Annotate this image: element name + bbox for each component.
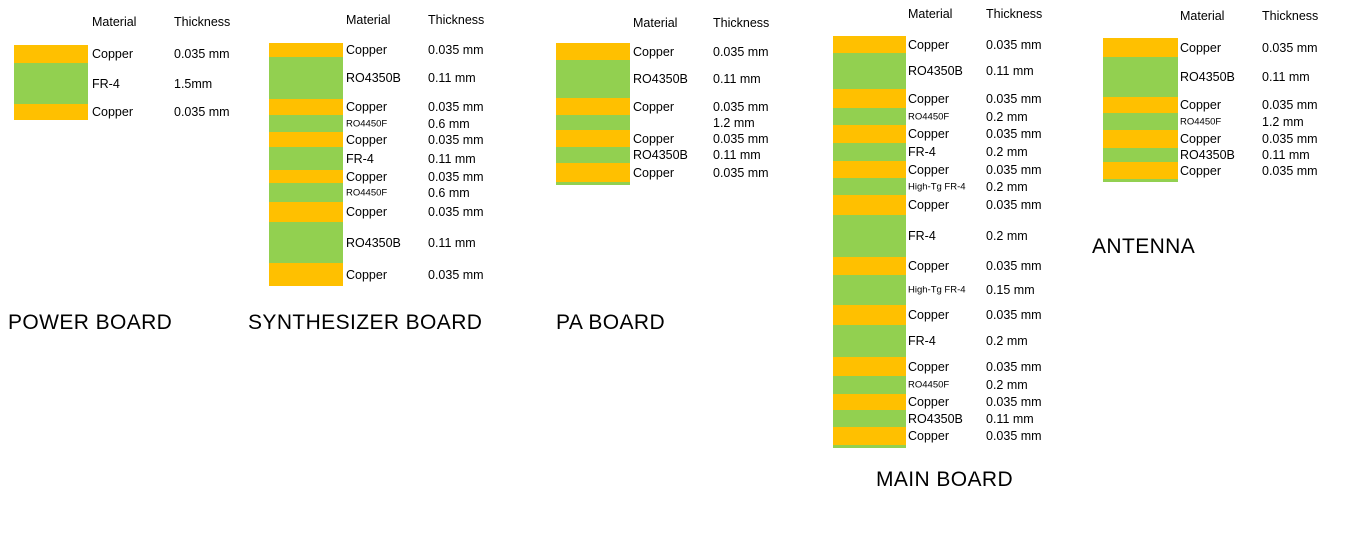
- thickness-label: 0.035 mm: [1262, 163, 1318, 178]
- material-column-header: Material: [92, 15, 137, 29]
- thickness-label: 0.035 mm: [986, 359, 1042, 374]
- thickness-label: 0.035 mm: [986, 307, 1042, 322]
- thickness-label: 0.11 mm: [428, 151, 476, 166]
- layer-copper: [833, 125, 906, 143]
- layer-dielectric: [269, 57, 343, 99]
- material-label: RO4350B: [908, 411, 963, 426]
- layer-copper: [1103, 130, 1178, 148]
- thickness-label: 0.035 mm: [428, 267, 484, 282]
- material-label: RO4450F: [908, 379, 950, 391]
- thickness-label: 0.11 mm: [1262, 147, 1310, 162]
- thickness-label: 0.035 mm: [174, 104, 230, 119]
- thickness-label: 0.2 mm: [986, 179, 1028, 194]
- material-column-header: Material: [633, 16, 678, 30]
- thickness-label: 0.035 mm: [713, 44, 769, 59]
- material-label: Copper: [346, 204, 387, 219]
- layer-copper: [833, 36, 906, 53]
- thickness-label: 0.11 mm: [713, 71, 761, 86]
- layer-copper: [833, 257, 906, 275]
- material-label: Copper: [908, 258, 949, 273]
- material-label: High-Tg FR-4: [908, 284, 966, 296]
- thickness-column-header: Thickness: [174, 15, 231, 29]
- thickness-label: 0.11 mm: [986, 63, 1034, 78]
- board-title: MAIN BOARD: [876, 468, 1014, 491]
- material-label: Copper: [908, 91, 949, 106]
- layer-copper: [833, 305, 906, 325]
- layer-copper: [833, 161, 906, 178]
- layer-dielectric: [833, 376, 906, 394]
- thickness-label: 0.2 mm: [986, 333, 1028, 348]
- material-label: Copper: [346, 267, 387, 282]
- board-title: PA BOARD: [556, 311, 666, 334]
- thickness-label: 1.2 mm: [1262, 114, 1304, 129]
- layer-dielectric: [269, 222, 343, 263]
- material-label: Copper: [633, 44, 674, 59]
- thickness-label: 0.035 mm: [428, 42, 484, 57]
- layer-dielectric: [833, 143, 906, 161]
- thickness-label: 0.035 mm: [986, 258, 1042, 273]
- layer-copper: [833, 357, 906, 376]
- layer-dielectric: [833, 445, 906, 448]
- thickness-label: 0.2 mm: [986, 228, 1028, 243]
- thickness-label: 0.035 mm: [174, 46, 230, 61]
- layer-dielectric: [833, 53, 906, 89]
- layer-copper: [269, 43, 343, 57]
- thickness-label: 0.035 mm: [428, 99, 484, 114]
- thickness-label: 0.035 mm: [986, 91, 1042, 106]
- thickness-label: 0.11 mm: [713, 147, 761, 162]
- thickness-column-header: Thickness: [713, 16, 770, 30]
- layer-dielectric: [556, 182, 630, 185]
- layer-copper: [269, 202, 343, 222]
- material-label: Copper: [908, 307, 949, 322]
- material-label: FR-4: [92, 76, 120, 91]
- layer-dielectric: [269, 183, 343, 202]
- material-label: RO4350B: [633, 71, 688, 86]
- material-label: FR-4: [346, 151, 374, 166]
- board-title: POWER BOARD: [8, 311, 173, 334]
- material-label: Copper: [346, 42, 387, 57]
- thickness-label: 0.035 mm: [986, 126, 1042, 141]
- layer-copper: [269, 170, 343, 183]
- material-label: FR-4: [908, 144, 936, 159]
- material-column-header: Material: [908, 7, 953, 21]
- thickness-label: 0.15 mm: [986, 282, 1035, 297]
- thickness-label: 0.035 mm: [713, 99, 769, 114]
- layer-copper: [556, 43, 630, 60]
- thickness-column-header: Thickness: [1262, 9, 1319, 23]
- thickness-label: 0.035 mm: [1262, 97, 1318, 112]
- material-label: Copper: [92, 104, 133, 119]
- material-label: RO4450F: [346, 117, 388, 129]
- layer-copper: [833, 195, 906, 215]
- material-label: Copper: [908, 197, 949, 212]
- material-label: RO4450F: [1180, 115, 1222, 127]
- thickness-label: 0.11 mm: [428, 235, 476, 250]
- material-label: Copper: [908, 37, 949, 52]
- material-label: Copper: [1180, 97, 1221, 112]
- thickness-column-header: Thickness: [986, 7, 1043, 21]
- layer-dielectric: [14, 63, 88, 104]
- layer-dielectric: [1103, 179, 1178, 182]
- layer-dielectric: [833, 275, 906, 305]
- layer-dielectric: [1103, 57, 1178, 97]
- thickness-label: 0.035 mm: [986, 162, 1042, 177]
- material-label: RO4350B: [346, 70, 401, 85]
- material-label: Copper: [346, 169, 387, 184]
- material-label: Copper: [908, 359, 949, 374]
- layer-dielectric: [269, 115, 343, 132]
- material-label: RO4350B: [346, 235, 401, 250]
- thickness-label: 0.035 mm: [986, 394, 1042, 409]
- layer-copper: [833, 427, 906, 445]
- thickness-label: 0.035 mm: [713, 131, 769, 146]
- material-column-header: Material: [346, 13, 391, 27]
- layer-copper: [556, 163, 630, 182]
- material-column-header: Material: [1180, 9, 1225, 23]
- thickness-label: 1.5mm: [174, 76, 213, 91]
- material-label: RO4350B: [1180, 69, 1235, 84]
- material-label: High-Tg FR-4: [908, 180, 966, 192]
- layer-copper: [14, 45, 88, 63]
- thickness-label: 0.11 mm: [428, 70, 476, 85]
- layer-copper: [1103, 97, 1178, 113]
- layer-dielectric: [556, 60, 630, 98]
- material-label: RO4350B: [1180, 147, 1235, 162]
- board-title: SYNTHESIZER BOARD: [248, 311, 483, 334]
- layer-copper: [269, 263, 343, 286]
- material-label: Copper: [1180, 163, 1221, 178]
- layer-dielectric: [833, 108, 906, 125]
- thickness-label: 0.2 mm: [986, 109, 1028, 124]
- material-label: Copper: [908, 394, 949, 409]
- thickness-label: 0.11 mm: [1262, 69, 1310, 84]
- material-label: FR-4: [908, 228, 936, 243]
- material-label: Copper: [346, 99, 387, 114]
- material-label: Copper: [1180, 131, 1221, 146]
- layer-dielectric: [556, 115, 630, 130]
- thickness-label: 0.2 mm: [986, 377, 1028, 392]
- thickness-label: 0.035 mm: [986, 197, 1042, 212]
- material-label: FR-4: [908, 333, 936, 348]
- thickness-label: 0.035 mm: [986, 428, 1042, 443]
- material-label: RO4350B: [633, 147, 688, 162]
- material-label: Copper: [633, 165, 674, 180]
- material-label: Copper: [346, 132, 387, 147]
- thickness-label: 0.035 mm: [986, 37, 1042, 52]
- material-label: RO4350B: [908, 63, 963, 78]
- layer-dielectric: [556, 147, 630, 163]
- layer-dielectric: [1103, 113, 1178, 130]
- layer-dielectric: [833, 410, 906, 427]
- layer-copper: [269, 99, 343, 115]
- thickness-label: 1.2 mm: [713, 115, 755, 130]
- thickness-label: 0.6 mm: [428, 185, 470, 200]
- board-title: ANTENNA: [1092, 235, 1196, 258]
- layer-dielectric: [833, 325, 906, 357]
- material-label: Copper: [908, 126, 949, 141]
- layer-dielectric: [833, 215, 906, 257]
- material-label: RO4450F: [908, 110, 950, 122]
- layer-copper: [833, 89, 906, 108]
- thickness-label: 0.11 mm: [986, 411, 1034, 426]
- material-label: Copper: [908, 428, 949, 443]
- layer-copper: [556, 98, 630, 115]
- layer-copper: [1103, 38, 1178, 57]
- layer-copper: [269, 132, 343, 147]
- material-label: Copper: [633, 131, 674, 146]
- layer-copper: [833, 394, 906, 410]
- thickness-label: 0.035 mm: [428, 169, 484, 184]
- thickness-label: 0.035 mm: [1262, 40, 1318, 55]
- material-label: Copper: [92, 46, 133, 61]
- layer-copper: [1103, 162, 1178, 179]
- thickness-label: 0.035 mm: [428, 132, 484, 147]
- thickness-column-header: Thickness: [428, 13, 485, 27]
- thickness-label: 0.6 mm: [428, 116, 470, 131]
- layer-dielectric: [833, 178, 906, 195]
- thickness-label: 0.2 mm: [986, 144, 1028, 159]
- layer-copper: [14, 104, 88, 120]
- thickness-label: 0.035 mm: [1262, 131, 1318, 146]
- thickness-label: 0.035 mm: [713, 165, 769, 180]
- material-label: Copper: [633, 99, 674, 114]
- layer-dielectric: [1103, 148, 1178, 162]
- thickness-label: 0.035 mm: [428, 204, 484, 219]
- material-label: Copper: [908, 162, 949, 177]
- layer-copper: [556, 130, 630, 147]
- material-label: RO4450F: [346, 186, 388, 198]
- material-label: Copper: [1180, 40, 1221, 55]
- layer-dielectric: [269, 147, 343, 170]
